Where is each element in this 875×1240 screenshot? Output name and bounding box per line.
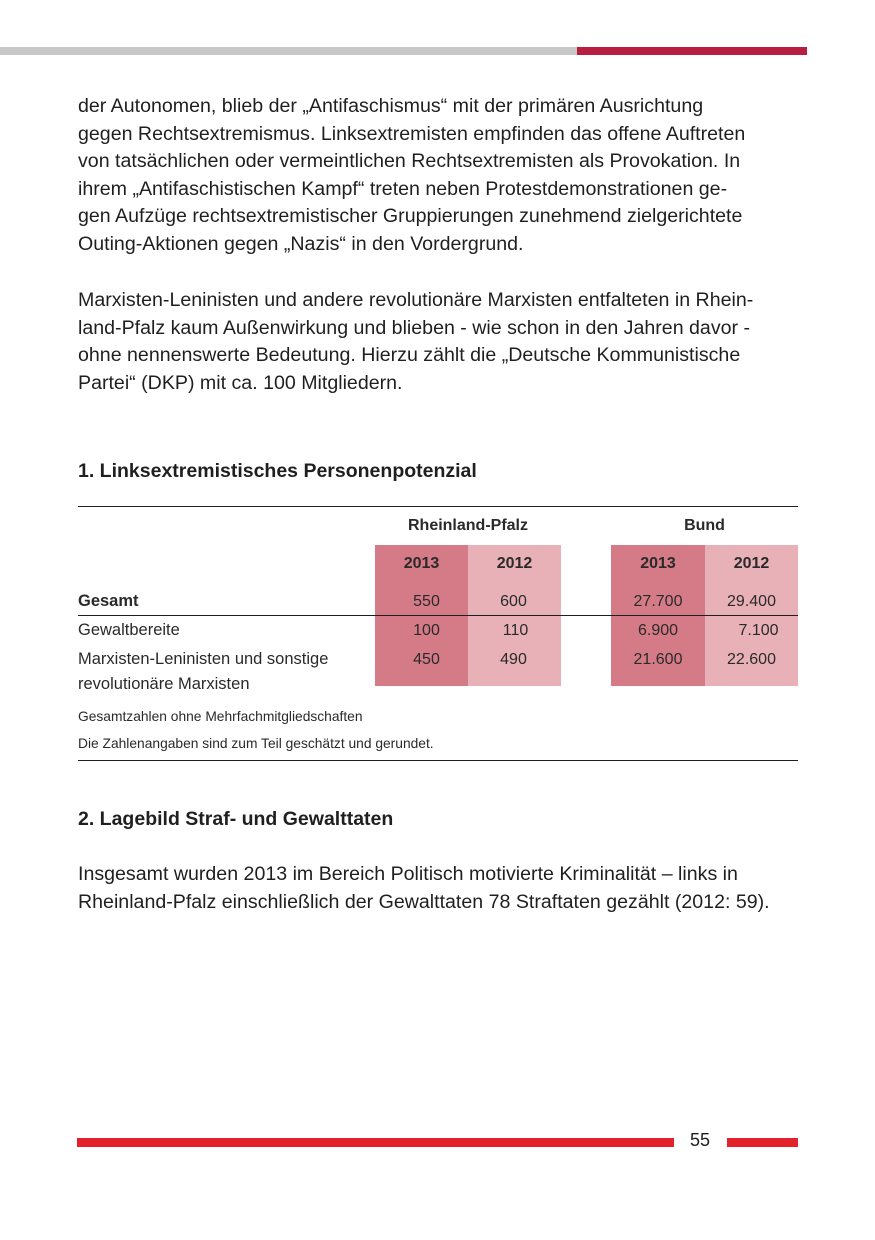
cell-gewaltbereite-bund-2013: 6.900 [637,622,679,639]
text-line: Partei“ (DKP) mit ca. 100 Mitgliedern. [78,371,403,394]
text-line: Outing-Aktionen gegen „Nazis“ in den Vordergrund. [78,232,524,255]
header-rule-gray [0,47,577,55]
section-heading-lagebild: 2. Lagebild Straf- und Gewalttaten [78,808,394,830]
text-line: Marxisten-Leninisten und andere revolutionäre Marxisten entfalteten in Rhein- [78,289,754,311]
footer-rule-right [727,1138,798,1147]
row-label-line: Marxisten-Leninisten und sonstige [78,650,329,668]
table-total-rule [78,615,798,616]
cell-gesamt-bund-2013: 27.700 [633,593,683,610]
table-note-mehrfachmitgliedschaften: Gesamtzahlen ohne Mehrfachmitgliedschaften [78,709,363,724]
paragraph-antifaschismus [78,93,798,259]
cell-gewaltbereite-bund-2012: 7.100 [738,622,779,639]
text-line: der Autonomen, blieb der „Antifaschismus“ mit der primären Ausrichtung [78,95,704,117]
year-header-bund-2012: 2012 [733,555,770,572]
row-label-gewaltbereite: Gewaltbereite [78,621,180,639]
paragraph-straftaten [78,861,798,916]
cell-marxisten-bund-2012: 22.600 [727,651,776,668]
text-line: land-Pfalz kaum Außenwirkung und blieben - wie schon in den Jahren davor - [78,316,751,339]
footer-rule-left [77,1138,674,1147]
text-line: Rheinland-Pfalz einschließlich der Gewalttaten 78 Straftaten gezählt (2012: 59). [78,890,770,913]
text-line: ihrem „Antifaschistischen Kampf“ treten neben Protestdemonstrationen ge- [78,177,728,200]
cell-gewaltbereite-rlp-2012: 110 [502,622,529,639]
text-line: ohne nennenswerte Bedeutung. Hierzu zählt die „Deutsche Kommunistische [78,344,741,367]
header-rule-red [577,47,807,55]
cell-gesamt-bund-2012: 29.400 [727,593,776,610]
text-line: gegen Rechtsextremismus. Linksextremisten empfinden das offene Auftreten [78,122,746,145]
year-header-bund-2013: 2013 [640,555,676,572]
cell-gesamt-rlp-2012: 600 [500,593,527,610]
text-line: gen Aufzüge rechtsextremistischer Gruppierungen zunehmend zielgerichtete [78,205,743,228]
year-header-rlp-2012: 2012 [496,555,533,572]
row-label-marxisten-leninisten [78,647,328,697]
cell-gesamt-rlp-2013: 550 [413,593,440,610]
page-number: 55 [689,1130,711,1150]
row-label-gesamt: Gesamt [78,592,139,610]
table-bottom-rule [78,760,798,761]
text-line: Insgesamt wurden 2013 im Bereich Politisch motivierte Kriminalität – links in [78,863,738,885]
section-heading-personenpotenzial: 1. Linksextremistisches Personenpotenzial [78,460,477,482]
table-note-geschaetzt: Die Zahlenangaben sind zum Teil geschätzt und gerundet. [78,736,434,751]
cell-gewaltbereite-rlp-2013: 100 [413,622,440,639]
group-header-bund: Bund [684,517,725,534]
row-label-line: revolutionäre Marxisten [78,675,250,693]
text-line: von tatsächlichen oder vermeintlichen Rechtsextremisten als Provokation. In [78,150,741,173]
year-header-rlp-2013: 2013 [403,555,440,572]
paragraph-marxisten [78,287,798,397]
cell-marxisten-rlp-2013: 450 [413,651,440,668]
cell-marxisten-rlp-2012: 490 [500,651,527,668]
group-header-rheinland-pfalz: Rheinland-Pfalz [407,517,528,534]
cell-marxisten-bund-2013: 21.600 [633,651,683,668]
table-top-rule [78,506,798,507]
